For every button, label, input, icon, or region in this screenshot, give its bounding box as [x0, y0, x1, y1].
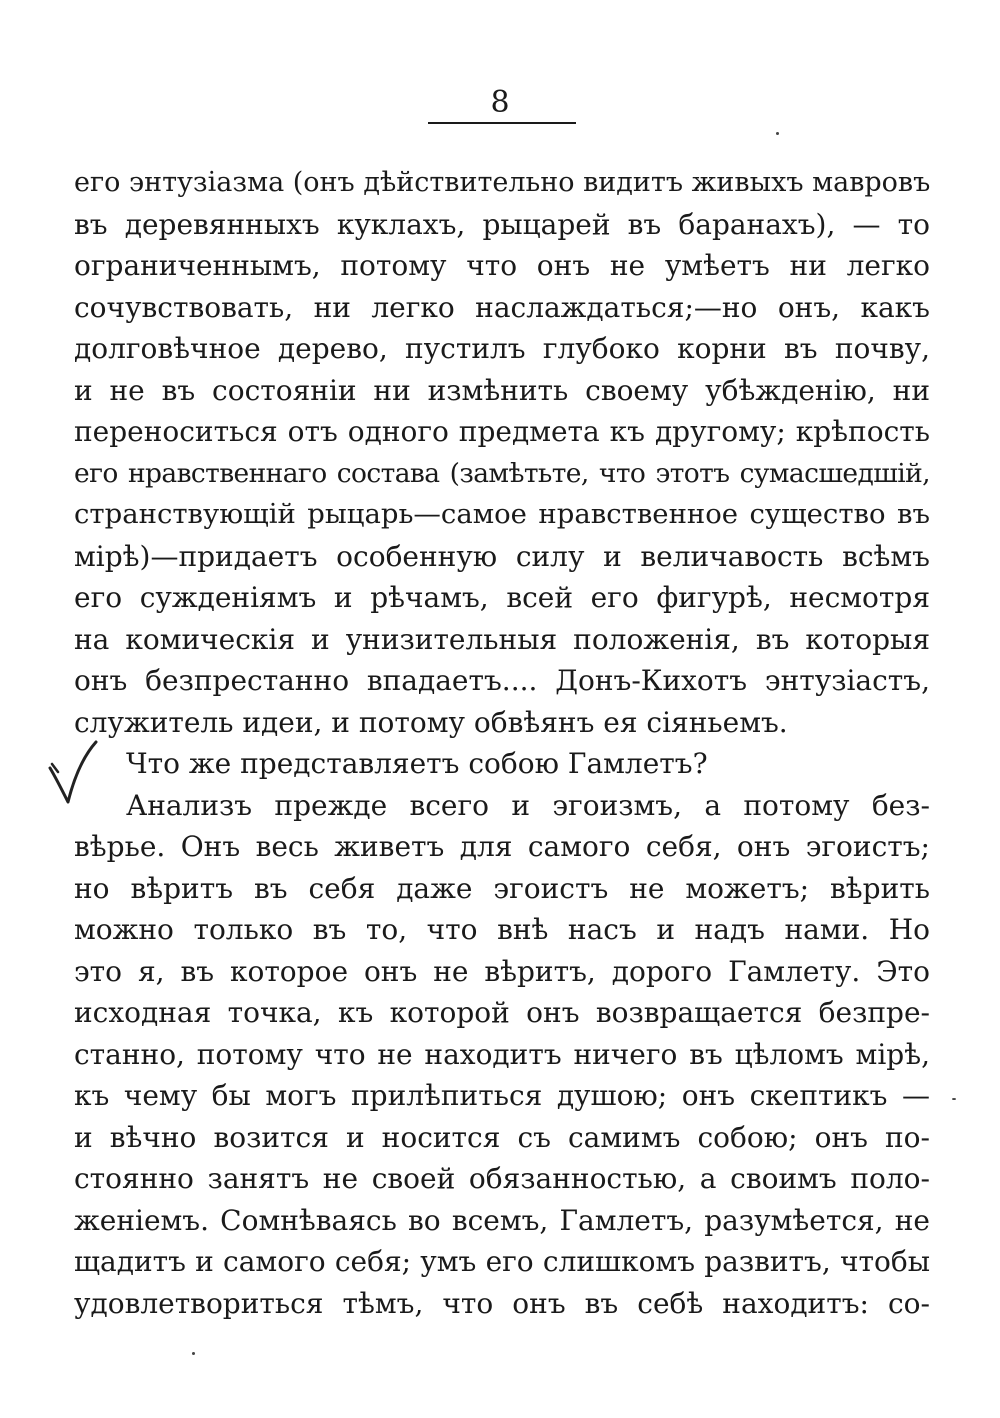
text-line: и не въ состояніи ни измѣнить своему убѣжденію, ни	[74, 373, 930, 407]
text-line: но вѣритъ въ себя даже эгоистъ не можетъ; вѣрить	[74, 871, 930, 905]
page-number: 8	[490, 85, 510, 120]
text-line: щадитъ и самого себя; умъ его слишкомъ развитъ, чтобы	[74, 1245, 930, 1278]
page-number-rule	[428, 122, 576, 124]
text-line: на комическія и унизительныя положенія, въ которыя	[74, 622, 930, 656]
text-line: станно, потому что не находитъ ничего въ цѣломъ мірѣ,	[74, 1037, 930, 1071]
paragraph-start-line: Анализъ прежде всего и эгоизмъ, а потому без-	[126, 788, 930, 822]
text-line: вѣрье. Онъ весь живетъ для самого себя, онъ эгоистъ;	[74, 830, 930, 863]
print-speck	[776, 132, 779, 135]
text-line: странствующій рыцарь—самое нравственное существо въ	[74, 498, 930, 530]
text-line: и вѣчно возится и носится съ самимъ собою; онъ по-	[74, 1120, 930, 1154]
text-line: мірѣ)—придаетъ особенную силу и величавость всѣмъ	[74, 539, 930, 573]
text-line: стоянно занятъ не своей обязанностью, а своимъ поло-	[74, 1162, 930, 1195]
text-line: ограниченнымъ, потому что онъ не умѣетъ ни легко	[74, 249, 930, 282]
print-speck	[952, 1098, 956, 1100]
text-line: въ деревянныхъ куклахъ, рыцарей въ баранахъ), — то	[74, 207, 930, 241]
text-line: къ чему бы могъ прилѣпиться душою; онъ скептикъ —	[74, 1079, 930, 1112]
text-line: его нравственнаго состава (замѣтьте, что этотъ сумасшедшій,	[74, 457, 930, 489]
body-text	[74, 162, 930, 1324]
text-line: сочувствовать, ни легко наслаждаться;—но онъ, какъ	[74, 290, 930, 324]
question-line: Что же представляетъ собою Гамлетъ?	[126, 747, 708, 780]
paragraph-end-line: служитель идеи, и потому обвѣянъ ея сіяньемъ.	[74, 705, 788, 739]
text-line: его энтузіазма (онъ дѣйствительно видитъ живыхъ мавровъ	[74, 167, 930, 198]
text-line: его сужденіямъ и рѣчамъ, всей его фигурѣ, несмотря	[74, 581, 930, 614]
text-line: онъ безпрестанно впадаетъ.... Донъ-Кихотъ энтузіастъ,	[74, 664, 930, 697]
text-line: женіемъ. Сомнѣваясь во всемъ, Гамлетъ, разумѣется, не	[74, 1203, 930, 1237]
text-line: долговѣчное дерево, пустилъ глубоко корни въ почву,	[74, 332, 930, 365]
text-line: удовлетвориться тѣмъ, что онъ въ себѣ находитъ: со-	[74, 1286, 930, 1320]
text-line: можно только въ то, что внѣ насъ и надъ нами. Но	[74, 913, 930, 946]
text-line: переноситься отъ одного предмета къ другому; крѣпость	[74, 415, 930, 448]
text-line: это я, въ которое онъ не вѣритъ, дорого Гамлету. Это	[74, 954, 930, 988]
text-line: исходная точка, къ которой онъ возвращается безпре-	[74, 996, 930, 1029]
print-speck	[192, 1352, 195, 1355]
